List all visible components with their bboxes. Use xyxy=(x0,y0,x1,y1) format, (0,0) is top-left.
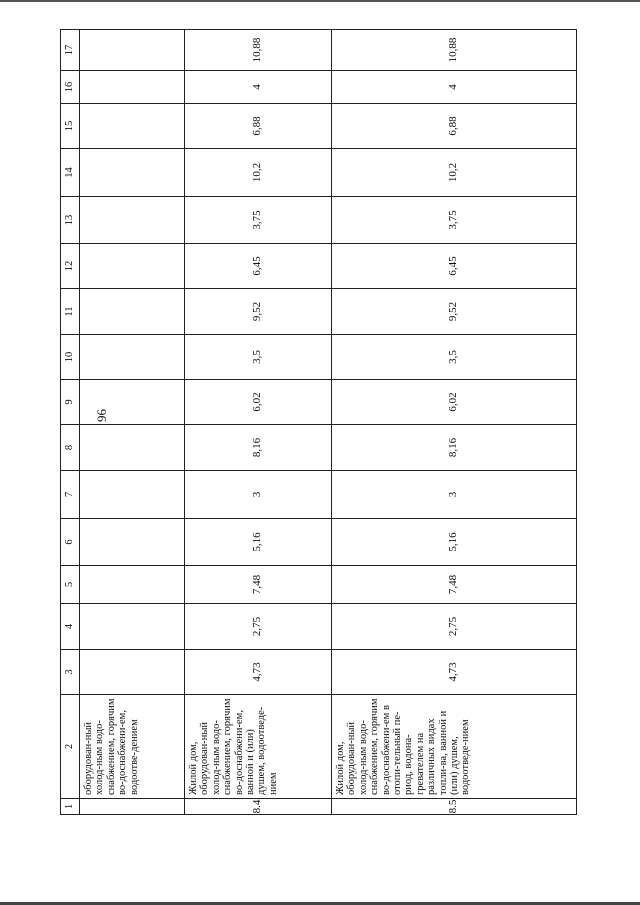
table-cell: 6,45 xyxy=(332,244,577,289)
header-cell: 16 xyxy=(61,71,80,104)
table-cell xyxy=(80,471,185,519)
table-cell: 3 xyxy=(185,471,332,519)
table-cell: 9,52 xyxy=(332,289,577,335)
tariff-table xyxy=(60,29,577,815)
table-cell xyxy=(80,519,185,566)
table-cell: 8,16 xyxy=(185,425,332,471)
table-row xyxy=(332,30,577,815)
table-cell: 6,45 xyxy=(185,244,332,289)
table-cell: 9,52 xyxy=(185,289,332,335)
header-cell: 8 xyxy=(61,425,80,471)
table-cell: 10,2 xyxy=(332,149,577,197)
table-cell: 4,73 xyxy=(185,650,332,695)
table-cell: 3 xyxy=(332,471,577,519)
header-cell: 5 xyxy=(61,566,80,604)
table-cell: 5,16 xyxy=(332,519,577,566)
header-cell: 11 xyxy=(61,289,80,335)
table-cell xyxy=(80,335,185,380)
table-cell xyxy=(80,71,185,104)
table-cell: 6,88 xyxy=(185,104,332,149)
row-description: оборудован-ный холод-ным водо-снабжением, горячим во-доснабжени-ем, водоотве-дением xyxy=(80,695,185,799)
table-cell xyxy=(80,566,185,604)
table-cell: 3,5 xyxy=(185,335,332,380)
header-cell: 9 xyxy=(61,380,80,425)
header-cell: 3 xyxy=(61,650,80,695)
table-cell: 6,02 xyxy=(185,380,332,425)
table-cell: 4 xyxy=(332,71,577,104)
row-description: Жилой дом, оборудован-ный холод-ным водо-снабжением, горячим во-доснабжени-ем в отопи-тельный пе-риод, водона-гревателем на различных видах топли-ва, ванной и (или) душем, водоотведе-нием xyxy=(332,695,577,799)
row-number: 8.4 xyxy=(185,799,332,815)
table-cell: 3,75 xyxy=(332,197,577,244)
header-cell: 15 xyxy=(61,104,80,149)
table-cell: 3,75 xyxy=(185,197,332,244)
table-cell: 3,5 xyxy=(332,335,577,380)
table-cell: 4,73 xyxy=(332,650,577,695)
table-cell xyxy=(80,149,185,197)
header-cell: 14 xyxy=(61,149,80,197)
header-cell: 17 xyxy=(61,30,80,71)
table-row xyxy=(80,30,185,815)
table-cell xyxy=(80,289,185,335)
table-cell: 10,88 xyxy=(185,30,332,71)
header-cell: 2 xyxy=(61,695,80,799)
header-cell: 1 xyxy=(61,799,80,815)
row-number: 8.5 xyxy=(332,799,577,815)
header-cell: 10 xyxy=(61,335,80,380)
table-cell: 2,75 xyxy=(185,604,332,650)
table-cell: 7,48 xyxy=(185,566,332,604)
table-cell xyxy=(80,425,185,471)
table-cell: 6,88 xyxy=(332,104,577,149)
rotated-table-container xyxy=(60,30,575,815)
header-cell: 13 xyxy=(61,197,80,244)
table-cell xyxy=(80,30,185,71)
row-number xyxy=(80,799,185,815)
row-description: Жилой дом, оборудован-ный холод-ным водо-снабжением, горячим во-доснабжени-ем, ванной и (или) душем, водоотведе-нием xyxy=(185,695,332,799)
table-cell: 7,48 xyxy=(332,566,577,604)
header-row xyxy=(61,30,80,815)
table-cell: 4 xyxy=(185,71,332,104)
scan-edge-top xyxy=(0,0,640,2)
table-cell: 6,02 xyxy=(332,380,577,425)
table-cell: 2,75 xyxy=(332,604,577,650)
header-cell: 7 xyxy=(61,471,80,519)
table-row xyxy=(185,30,332,815)
table-cell xyxy=(80,650,185,695)
header-cell: 6 xyxy=(61,519,80,566)
table-cell: 8,16 xyxy=(332,425,577,471)
page-number: 96 xyxy=(94,409,109,422)
table-cell: 10,88 xyxy=(332,30,577,71)
table-cell xyxy=(80,380,185,425)
header-cell: 4 xyxy=(61,604,80,650)
table-cell xyxy=(80,104,185,149)
table-cell: 10,2 xyxy=(185,149,332,197)
table-cell: 5,16 xyxy=(185,519,332,566)
table-cell xyxy=(80,197,185,244)
table-cell xyxy=(80,604,185,650)
header-cell: 12 xyxy=(61,244,80,289)
table-cell xyxy=(80,244,185,289)
